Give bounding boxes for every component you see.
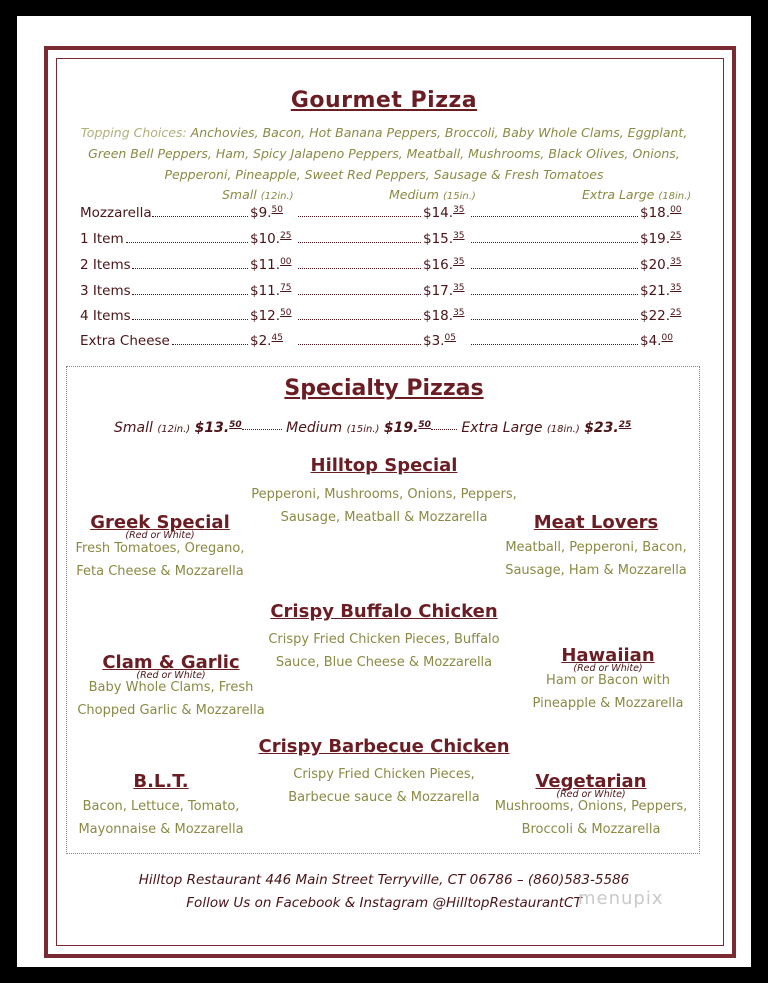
vegetarian-note: (Red or White) bbox=[556, 789, 626, 800]
price-medium: $16.35 bbox=[423, 257, 465, 273]
price-row-label: 2 Items bbox=[80, 257, 131, 273]
price-small: $11.75 bbox=[250, 283, 292, 299]
leader-dots bbox=[298, 319, 421, 320]
leader-dots bbox=[471, 242, 638, 243]
leader-dots bbox=[471, 268, 638, 269]
price-row bbox=[80, 283, 690, 303]
specialty-prices: Small (12in.) $13.50 Medium (15in.) $19.50 Extra Large (18in.) $23.25 bbox=[114, 420, 632, 436]
vegetarian-desc: Mushrooms, Onions, Peppers, Broccoli & Mozzarella bbox=[494, 799, 688, 837]
hilltop-special-desc: Pepperoni, Mushrooms, Onions, Peppers, Sausage, Meatball & Mozzarella bbox=[251, 487, 517, 525]
price-xl: $21.35 bbox=[640, 283, 682, 299]
price-row bbox=[80, 308, 690, 328]
hawaiian bbox=[508, 645, 708, 715]
vegetarian bbox=[491, 771, 691, 841]
leader-dots bbox=[132, 268, 248, 269]
specialty-title: Specialty Pizzas bbox=[284, 376, 484, 401]
toppings-line-3: Pepperoni, Pineapple, Sweet Red Peppers, Sausage & Fresh Tomatoes bbox=[164, 167, 604, 182]
leader-dots bbox=[298, 268, 421, 269]
price-row bbox=[80, 205, 690, 225]
leader-dots bbox=[132, 319, 248, 320]
price-medium: $17.35 bbox=[423, 283, 465, 299]
price-small: $9.50 bbox=[250, 205, 283, 221]
greek-special bbox=[60, 512, 260, 583]
watermark-logo: menupix bbox=[578, 888, 664, 909]
topping-choices bbox=[60, 122, 708, 185]
meat-lovers-name: Meat Lovers bbox=[533, 512, 659, 533]
crispy-barbecue-chicken-name: Crispy Barbecue Chicken bbox=[258, 736, 510, 757]
clam-garlic-note: (Red or White) bbox=[136, 670, 206, 681]
leader-dots bbox=[132, 294, 248, 295]
blt bbox=[61, 771, 261, 841]
price-row bbox=[80, 257, 690, 277]
price-row-label: Mozzarella bbox=[80, 205, 152, 221]
price-row-label: 3 Items bbox=[80, 283, 131, 299]
leader-dots bbox=[298, 294, 421, 295]
price-row-label: Extra Cheese bbox=[80, 333, 170, 349]
meat-lovers bbox=[496, 512, 696, 582]
crispy-buffalo-chicken-desc: Crispy Fried Chicken Pieces, Buffalo Sauce, Blue Cheese & Mozzarella bbox=[268, 632, 500, 670]
price-medium: $3.05 bbox=[423, 333, 456, 349]
hawaiian-name: Hawaiian bbox=[561, 645, 655, 666]
leader-dots bbox=[298, 216, 421, 217]
gourmet-title: Gourmet Pizza bbox=[290, 88, 478, 113]
price-xl: $20.35 bbox=[640, 257, 682, 273]
price-small: $12.50 bbox=[250, 308, 292, 324]
clam-garlic-name: Clam & Garlic bbox=[102, 652, 240, 673]
price-row bbox=[80, 333, 690, 353]
vegetarian-name: Vegetarian bbox=[535, 771, 647, 792]
leader-dots bbox=[172, 344, 248, 345]
price-medium: $14.35 bbox=[423, 205, 465, 221]
price-xl: $4.00 bbox=[640, 333, 673, 349]
price-small: $10.25 bbox=[250, 231, 292, 247]
size-header-xl: Extra Large (18in.) bbox=[582, 187, 692, 202]
crispy-barbecue-chicken-desc: Crispy Fried Chicken Pieces, Barbecue sauce & Mozzarella bbox=[288, 767, 480, 805]
hilltop-special-name: Hilltop Special bbox=[310, 455, 458, 476]
price-xl: $18.00 bbox=[640, 205, 682, 221]
blt-desc: Bacon, Lettuce, Tomato, Mayonnaise & Mozzarella bbox=[78, 799, 244, 837]
price-medium: $18.35 bbox=[423, 308, 465, 324]
toppings-line-2: Green Bell Peppers, Ham, Spicy Jalapeno Peppers, Meatball, Mushrooms, Black Olives, Onions, bbox=[88, 146, 680, 161]
hawaiian-desc: Ham or Bacon with Pineapple & Mozzarella bbox=[532, 673, 684, 711]
greek-special-name: Greek Special bbox=[90, 512, 230, 533]
price-xl: $19.25 bbox=[640, 231, 682, 247]
clam-garlic bbox=[71, 652, 271, 722]
size-header-medium: Medium (15in.) bbox=[389, 187, 476, 202]
price-row-label: 4 Items bbox=[80, 308, 131, 324]
size-header-small: Small (12in.) bbox=[222, 187, 294, 202]
greek-special-desc: Fresh Tomatoes, Oregano, Feta Cheese & Mozzarella bbox=[75, 541, 245, 579]
toppings-lead: Topping Choices: bbox=[80, 125, 187, 140]
footer-social: Follow Us on Facebook & Instagram @HilltopRestaurantCT bbox=[186, 895, 582, 911]
price-medium: $15.35 bbox=[423, 231, 465, 247]
price-row bbox=[80, 231, 690, 251]
hawaiian-note: (Red or White) bbox=[573, 663, 643, 674]
footer-address: Hilltop Restaurant 446 Main Street Terryville, CT 06786 – (860)583-5586 bbox=[138, 872, 630, 888]
leader-dots bbox=[471, 319, 638, 320]
leader-dots bbox=[298, 242, 421, 243]
price-xl: $22.25 bbox=[640, 308, 682, 324]
price-row-label: 1 Item bbox=[80, 231, 124, 247]
leader-dots bbox=[471, 294, 638, 295]
leader-dots bbox=[298, 344, 421, 345]
price-small: $2.45 bbox=[250, 333, 283, 349]
greek-special-note: (Red or White) bbox=[125, 530, 195, 541]
toppings-line-1: Anchovies, Bacon, Hot Banana Peppers, Broccoli, Baby Whole Clams, Eggplant, bbox=[190, 125, 688, 140]
leader-dots bbox=[126, 242, 248, 243]
meat-lovers-desc: Meatball, Pepperoni, Bacon, Sausage, Ham & Mozzarella bbox=[505, 540, 687, 578]
leader-dots bbox=[471, 344, 638, 345]
clam-garlic-desc: Baby Whole Clams, Fresh Chopped Garlic & Mozzarella bbox=[77, 680, 265, 718]
blt-name: B.L.T. bbox=[133, 771, 189, 792]
leader-dots bbox=[471, 216, 638, 217]
price-small: $11.00 bbox=[250, 257, 292, 273]
crispy-buffalo-chicken-name: Crispy Buffalo Chicken bbox=[270, 601, 498, 622]
leader-dots bbox=[152, 216, 248, 217]
